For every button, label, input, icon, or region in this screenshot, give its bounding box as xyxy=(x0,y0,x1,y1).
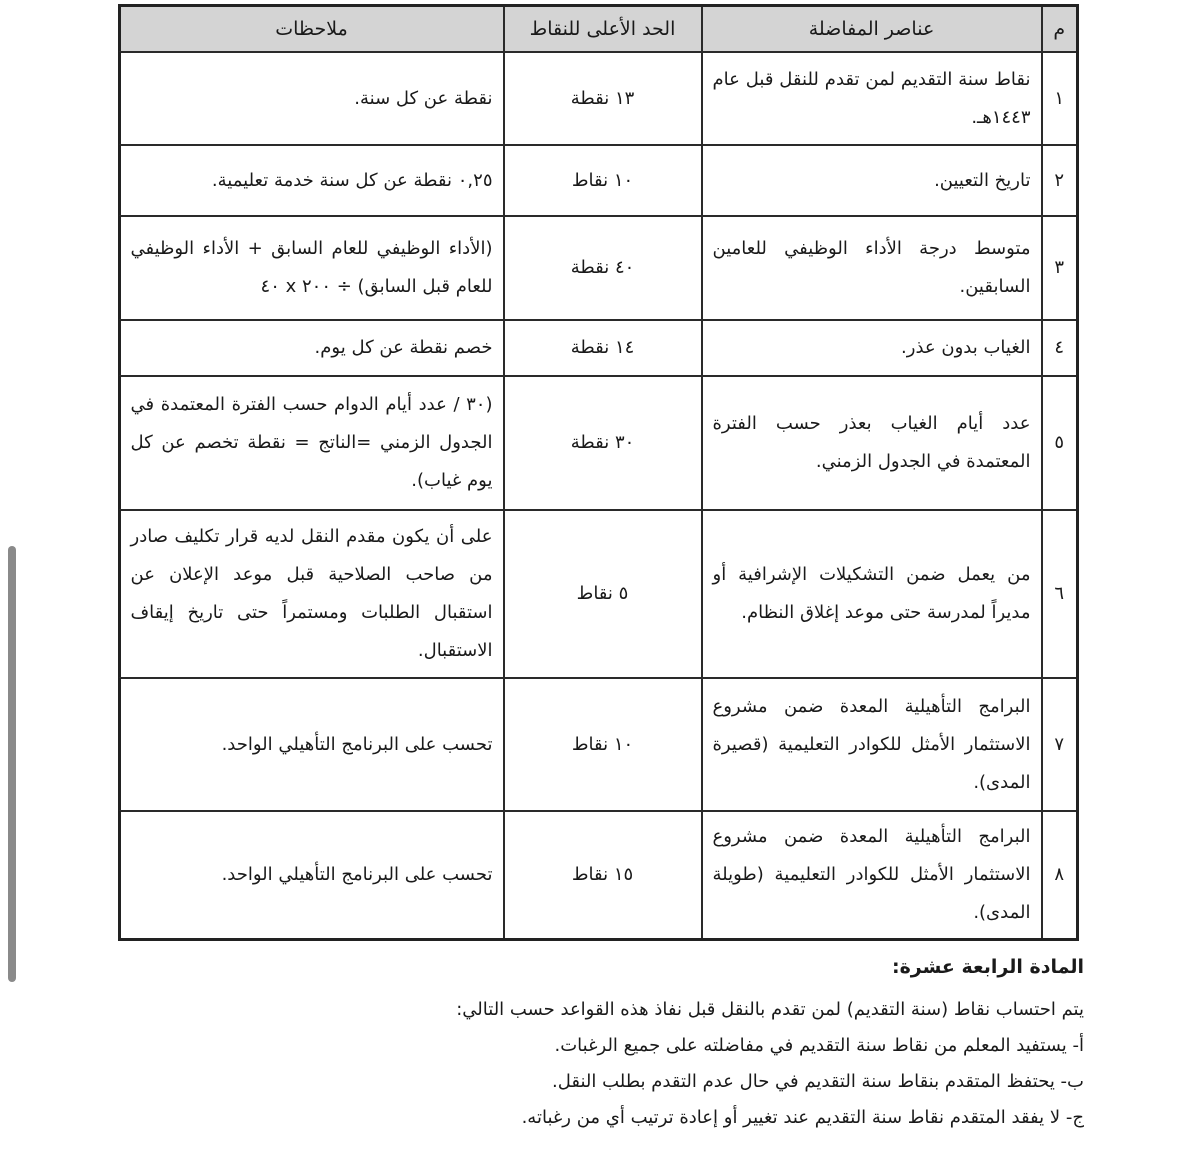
table-row xyxy=(120,216,1078,320)
notes-cell: تحسب على البرنامج التأهيلي الواحد. xyxy=(120,678,504,811)
table-header-row xyxy=(120,6,1078,53)
table-row xyxy=(120,52,1078,145)
notes-cell: نقطة عن كل سنة. xyxy=(120,52,504,145)
row-number: ٤ xyxy=(1042,320,1078,376)
article-item-a: أ- يستفيد المعلم من نقاط سنة التقديم في مفاضلته على جميع الرغبات. xyxy=(554,1035,1084,1056)
notes-cell: على أن يكون مقدم النقل لديه قرار تكليف صادر من صاحب الصلاحية قبل موعد الإعلان عن استقبال الطلبات ومستمراً حتى تاريخ إيقاف الاستقبال. xyxy=(120,510,504,678)
notes-cell: خصم نقطة عن كل يوم. xyxy=(120,320,504,376)
max-points-cell: ٤٠ نقطة xyxy=(504,216,702,320)
table-row xyxy=(120,145,1078,216)
criteria-cell: تاريخ التعيين. xyxy=(702,145,1042,216)
criteria-cell: عدد أيام الغياب بعذر حسب الفترة المعتمدة في الجدول الزمني. xyxy=(702,376,1042,510)
article-item-c: ج- لا يفقد المتقدم نقاط سنة التقديم عند تغيير أو إعادة ترتيب أي من رغباته. xyxy=(521,1107,1084,1128)
article-item-b: ب- يحتفظ المتقدم بنقاط سنة التقديم في حال عدم التقدم بطلب النقل. xyxy=(552,1071,1084,1092)
max-points-cell: ١٣ نقطة xyxy=(504,52,702,145)
header-max-points: الحد الأعلى للنقاط xyxy=(504,6,702,53)
row-number: ٥ xyxy=(1042,376,1078,510)
notes-cell: (٣٠ / عدد أيام الدوام حسب الفترة المعتمدة في الجدول الزمني =الناتج = نقطة تخصم عن كل يوم غياب). xyxy=(120,376,504,510)
max-points-cell: ١٠ نقاط xyxy=(504,145,702,216)
notes-cell: (الأداء الوظيفي للعام السابق + الأداء الوظيفي للعام قبل السابق) ÷ ٢٠٠ x ٤٠ xyxy=(120,216,504,320)
row-number: ٣ xyxy=(1042,216,1078,320)
max-points-cell: ٥ نقاط xyxy=(504,510,702,678)
max-points-cell: ١٠ نقاط xyxy=(504,678,702,811)
criteria-table xyxy=(118,4,1079,941)
criteria-cell: البرامج التأهيلية المعدة ضمن مشروع الاستثمار الأمثل للكوادر التعليمية (قصيرة المدى). xyxy=(702,678,1042,811)
article-title: المادة الرابعة عشرة: xyxy=(891,956,1084,978)
row-number: ٧ xyxy=(1042,678,1078,811)
header-criteria: عناصر المفاضلة xyxy=(702,6,1042,53)
table-row xyxy=(120,678,1078,811)
criteria-cell: الغياب بدون عذر. xyxy=(702,320,1042,376)
table-row xyxy=(120,320,1078,376)
criteria-cell: نقاط سنة التقديم لمن تقدم للنقل قبل عام ١٤٤٣هـ. xyxy=(702,52,1042,145)
notes-cell: تحسب على البرنامج التأهيلي الواحد. xyxy=(120,811,504,940)
table-row xyxy=(120,811,1078,940)
row-number: ١ xyxy=(1042,52,1078,145)
header-num: م xyxy=(1042,6,1078,53)
scrollbar[interactable] xyxy=(8,546,16,982)
table-row xyxy=(120,376,1078,510)
max-points-cell: ١٥ نقاط xyxy=(504,811,702,940)
article-intro: يتم احتساب نقاط (سنة التقديم) لمن تقدم بالنقل قبل نفاذ هذه القواعد حسب التالي: xyxy=(456,999,1084,1020)
max-points-cell: ٣٠ نقطة xyxy=(504,376,702,510)
table-row xyxy=(120,510,1078,678)
criteria-cell: متوسط درجة الأداء الوظيفي للعامين السابقين. xyxy=(702,216,1042,320)
row-number: ٨ xyxy=(1042,811,1078,940)
article-section xyxy=(118,952,1084,1136)
notes-cell: ٠,٢٥ نقطة عن كل سنة خدمة تعليمية. xyxy=(120,145,504,216)
criteria-cell: من يعمل ضمن التشكيلات الإشرافية أو مديراً لمدرسة حتى موعد إغلاق النظام. xyxy=(702,510,1042,678)
header-notes: ملاحظات xyxy=(120,6,504,53)
criteria-cell: البرامج التأهيلية المعدة ضمن مشروع الاستثمار الأمثل للكوادر التعليمية (طويلة المدى). xyxy=(702,811,1042,940)
row-number: ٦ xyxy=(1042,510,1078,678)
row-number: ٢ xyxy=(1042,145,1078,216)
max-points-cell: ١٤ نقطة xyxy=(504,320,702,376)
